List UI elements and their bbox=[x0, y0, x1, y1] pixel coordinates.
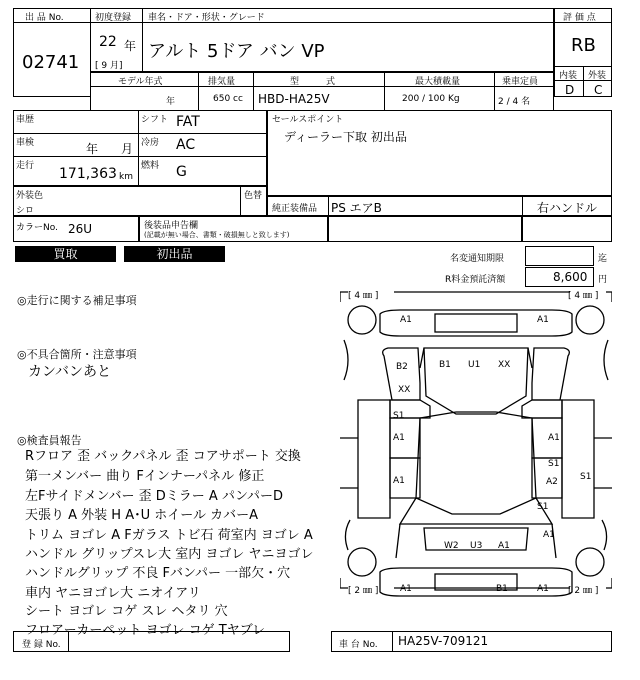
tire-tr-label: [ 4 ㎜ ] bbox=[568, 291, 599, 301]
first-listing-badge: 初出品 bbox=[124, 246, 225, 262]
exterior-label: 外装 bbox=[588, 71, 607, 81]
equip-label: 純正装備品 bbox=[272, 204, 318, 214]
sales-point: ディーラー下取 初出品 bbox=[284, 130, 407, 144]
inspector-line: トリム ヨゴレ A Fガラス トビ石 荷室内 ヨゴレ A bbox=[25, 528, 313, 543]
color-label: 外装色 bbox=[16, 191, 44, 201]
displacement-value: 650 cc bbox=[213, 94, 243, 104]
lot-number: 02741 bbox=[22, 52, 80, 73]
inspector-line: ハンドルグリップ 不良 Fバンパー 一部欠・穴 bbox=[25, 566, 291, 581]
inspector-line: 第一メンバー 曲り Fインナーパネル 修正 bbox=[25, 469, 265, 484]
deadline-box bbox=[525, 246, 594, 266]
interior-label: 内装 bbox=[559, 71, 578, 81]
ac-label: 冷房 bbox=[141, 138, 160, 148]
inspection-label: 車検 bbox=[16, 138, 35, 148]
color-no-label: カラーNo. bbox=[16, 223, 58, 233]
damage-mark: A1 bbox=[400, 584, 412, 594]
damage-mark: S1 bbox=[537, 502, 549, 512]
blank-box bbox=[328, 216, 522, 242]
capacity-label: 乗車定員 bbox=[502, 77, 539, 87]
chassis-value: HA25V-709121 bbox=[398, 634, 489, 648]
mileage-unit: km bbox=[119, 172, 133, 182]
lot-label: 出 品 No. bbox=[25, 13, 64, 23]
driving-label: ◎走行に関する補足事項 bbox=[17, 294, 137, 307]
ac-value: AC bbox=[176, 137, 196, 153]
damage-mark: S1 bbox=[580, 472, 592, 482]
deadline-unit: 迄 bbox=[598, 254, 608, 264]
damage-mark: A1 bbox=[537, 584, 549, 594]
fuel-label: 燃料 bbox=[141, 161, 160, 171]
damage-mark: U1 bbox=[468, 360, 481, 370]
reg-no-label: 登 録 No. bbox=[22, 640, 61, 650]
deadline-label: 名変通知期限 bbox=[450, 254, 505, 264]
fuel-value: G bbox=[176, 164, 187, 180]
model-year-unit: 年 bbox=[166, 97, 176, 107]
sales-label: セールスポイント bbox=[272, 115, 344, 125]
load-value: 200 / 100 Kg bbox=[402, 94, 460, 104]
type-value: HBD-HA25V bbox=[258, 92, 330, 106]
score-label: 評 価 点 bbox=[563, 13, 596, 23]
damage-mark: U3 bbox=[470, 541, 483, 551]
details-box bbox=[13, 110, 267, 186]
load-label: 最大積載量 bbox=[415, 77, 461, 87]
damage-mark: W2 bbox=[444, 541, 459, 551]
score-value: RB bbox=[571, 35, 596, 56]
inspection-year: 年 bbox=[86, 142, 99, 156]
mileage-label: 走行 bbox=[16, 161, 35, 171]
damage-mark: A1 bbox=[393, 476, 405, 486]
damage-mark: A2 bbox=[546, 477, 558, 487]
damage-mark: B1 bbox=[439, 360, 451, 370]
capacity-value: 2 / 4 名 bbox=[498, 97, 531, 107]
blank-box-2 bbox=[522, 216, 612, 242]
color-box bbox=[13, 186, 267, 216]
chassis-label: 車 台 No. bbox=[339, 640, 378, 650]
inspector-label: ◎検査員報告 bbox=[17, 434, 82, 447]
inspector-line: 車内 ヤニヨゴレ大 ニオイアリ bbox=[25, 586, 201, 601]
damage-mark: A1 bbox=[393, 433, 405, 443]
inspector-line: シート ヨゴレ コゲ スレ ヘタリ 穴 bbox=[25, 604, 228, 619]
recolor-label: 色替 bbox=[244, 191, 263, 201]
tire-br-label: [ 2 ㎜ ] bbox=[568, 586, 599, 596]
equip-value: PS エアB bbox=[331, 201, 382, 215]
displacement-label: 排気量 bbox=[208, 77, 236, 87]
damage-mark: A1 bbox=[400, 315, 412, 325]
reg-month: [ 9 月] bbox=[95, 61, 123, 71]
recycle-amount: 8,600 bbox=[553, 270, 588, 284]
car-outline bbox=[340, 288, 612, 626]
tire-bl-label: [ 2 ㎜ ] bbox=[348, 586, 379, 596]
history-label: 車歴 bbox=[16, 115, 35, 125]
handle-value: 右ハンドル bbox=[537, 201, 598, 215]
damage-mark: B2 bbox=[396, 362, 408, 372]
recycle-label: R料金預託済額 bbox=[445, 275, 506, 285]
reg-year: 22 bbox=[99, 34, 117, 50]
damage-mark: A1 bbox=[543, 530, 555, 540]
inspector-line: フロアーカーペット ヨゴレ コゲ Tヤブレ bbox=[25, 623, 266, 638]
name-label: 車名・ドア・形状・グレード bbox=[148, 13, 265, 23]
inspector-line: Rフロア 歪 バックパネル 歪 コアサポート 交換 bbox=[25, 449, 301, 464]
inspector-line: 天張り A 外装 H A･U ホイール カバーA bbox=[25, 508, 259, 523]
mileage-value: 171,363 bbox=[59, 166, 117, 182]
recycle-unit: 円 bbox=[598, 275, 608, 285]
color-no-value: 26U bbox=[68, 222, 93, 236]
defects-label: ◎不具合箇所・注意事項 bbox=[17, 348, 137, 361]
shift-value: FAT bbox=[176, 114, 200, 130]
damage-mark: A1 bbox=[548, 433, 560, 443]
model-year-label: モデル年式 bbox=[118, 77, 163, 87]
damage-mark: A1 bbox=[498, 541, 510, 551]
defects-text: カンバンあと bbox=[28, 364, 112, 380]
aftermarket-note: (記載が無い場合、書類・破損無しと致します) bbox=[144, 231, 290, 239]
shift-label: シフト bbox=[141, 115, 169, 125]
inspection-month: 月 bbox=[121, 142, 134, 156]
car-name: アルト 5ドア バン VP bbox=[148, 41, 325, 62]
year-unit: 年 bbox=[124, 39, 137, 53]
inspector-line: 左Fサイドメンバー 歪 Dミラー A パンパーD bbox=[25, 489, 284, 504]
exterior-score: C bbox=[594, 83, 603, 97]
reg-label: 初度登録 bbox=[95, 13, 132, 23]
damage-mark: A1 bbox=[537, 315, 549, 325]
damage-mark: S1 bbox=[393, 411, 405, 421]
type-label: 型 式 bbox=[290, 77, 336, 87]
tire-tl-label: [ 4 ㎜ ] bbox=[348, 291, 379, 301]
damage-mark: XX bbox=[398, 385, 411, 395]
damage-mark: B1 bbox=[496, 584, 508, 594]
damage-mark: S1 bbox=[548, 459, 560, 469]
color-value: シロ bbox=[16, 206, 35, 216]
buy-badge: 買取 bbox=[15, 246, 116, 262]
inspector-line: ハンドル グリップスレ大 室内 ヨゴレ ヤニヨゴレ bbox=[25, 547, 314, 562]
interior-score: D bbox=[565, 83, 575, 97]
aftermarket-label: 後装品申告欄 bbox=[144, 221, 199, 231]
damage-mark: XX bbox=[498, 360, 511, 370]
car-diagram bbox=[340, 288, 612, 626]
